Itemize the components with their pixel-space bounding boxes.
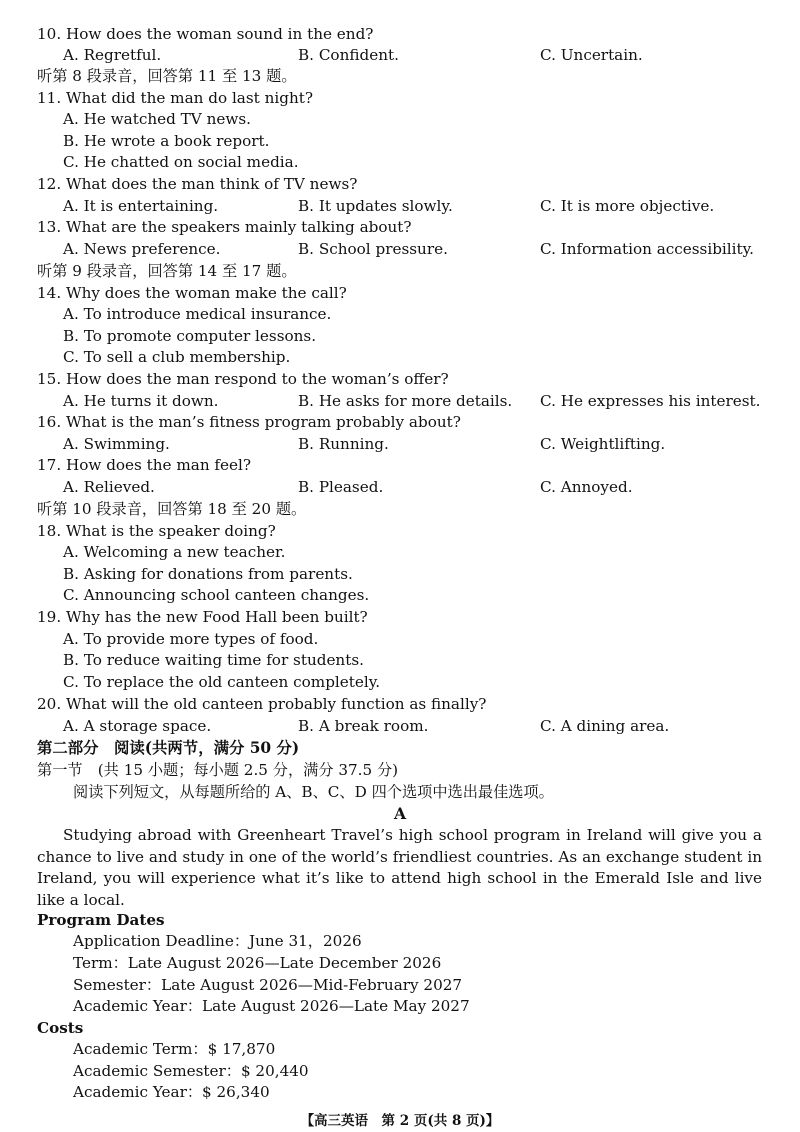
question-15-stem: 15. How does the man respond to the woman’s offer? <box>37 370 449 388</box>
question-11-option-c: C. He chatted on social media. <box>63 153 299 171</box>
question-20-stem: 20. What will the old canteen probably function as finally? <box>37 695 487 713</box>
question-15-option-a: A. He turns it down. <box>63 392 219 410</box>
date-term: Term：Late August 2026—Late December 2026 <box>73 954 442 972</box>
question-12-stem: 12. What does the man think of TV news? <box>37 175 358 193</box>
question-19-option-a: A. To provide more types of food. <box>63 630 319 648</box>
question-13-options <box>0 239 800 261</box>
costs-heading: Costs <box>37 1019 84 1037</box>
question-11-stem: 11. What did the man do last night? <box>37 89 313 107</box>
question-20-option-a: A. A storage space. <box>63 717 212 735</box>
question-13-option-a: A. News preference. <box>63 240 221 258</box>
question-14-stem: 14. Why does the woman make the call? <box>37 284 347 302</box>
question-11-option-a: A. He watched TV news. <box>63 110 251 128</box>
question-20-option-c: C. A dining area. <box>540 717 670 735</box>
question-10-stem: 10. How does the woman sound in the end? <box>37 25 374 43</box>
question-12-option-c: C. It is more objective. <box>540 197 715 215</box>
part-2-title: 第二部分 阅读(共两节，满分 50 分) <box>37 739 300 757</box>
page-footer: 【高三英语 第 2 页(共 8 页)】 <box>300 1113 500 1129</box>
question-15-option-c: C. He expresses his interest. <box>540 392 761 410</box>
question-17-option-a: A. Relieved. <box>63 478 155 496</box>
question-14-option-c: C. To sell a club membership. <box>63 348 291 366</box>
question-13-option-b: B. School pressure. <box>298 240 448 258</box>
part-2-instruction: 阅读下列短文，从每题所给的 A、B、C、D 四个选项中选出最佳选项。 <box>73 783 554 801</box>
question-12-option-a: A. It is entertaining. <box>63 197 219 215</box>
question-15-options <box>0 391 800 413</box>
date-application-deadline: Application Deadline：June 31，2026 <box>73 932 362 950</box>
question-10-option-a: A. Regretful. <box>63 46 162 64</box>
question-20-options <box>0 716 800 738</box>
question-18-option-b: B. Asking for donations from parents. <box>63 565 353 583</box>
cost-academic-term: Academic Term：$ 17,870 <box>73 1040 276 1058</box>
question-17-options <box>0 477 800 499</box>
question-15-option-b: B. He asks for more details. <box>298 392 513 410</box>
program-dates-heading: Program Dates <box>37 911 165 929</box>
question-14-option-b: B. To promote computer lessons. <box>63 327 317 345</box>
question-17-option-b: B. Pleased. <box>298 478 384 496</box>
passage-a-intro: Studying abroad with Greenheart Travel’s high school program in Ireland will give you a chance to live and study in one of the world’s friendliest countries. As an exchange student in Ireland, you will experience what it’s like to attend high school in the Emerald Isle and live like a local. <box>37 826 762 909</box>
section-10-instruction: 听第 10 段录音，回答第 18 至 20 题。 <box>37 500 307 518</box>
question-18-stem: 18. What is the speaker doing? <box>37 522 276 540</box>
question-19-stem: 19. Why has the new Food Hall been built? <box>37 608 368 626</box>
question-10-option-c: C. Uncertain. <box>540 46 643 64</box>
part-2-section-1-title: 第一节 (共 15 小题；每小题 2.5 分，满分 37.5 分) <box>37 761 399 779</box>
question-17-option-c: C. Annoyed. <box>540 478 633 496</box>
date-academic-year: Academic Year：Late August 2026—Late May 2027 <box>73 997 470 1015</box>
question-10-options <box>0 45 800 67</box>
question-14-option-a: A. To introduce medical insurance. <box>63 305 332 323</box>
question-18-option-c: C. Announcing school canteen changes. <box>63 586 370 604</box>
cost-academic-year: Academic Year：$ 26,340 <box>73 1083 270 1101</box>
question-11-option-b: B. He wrote a book report. <box>63 132 270 150</box>
question-19-option-c: C. To replace the old canteen completely. <box>63 673 381 691</box>
question-16-stem: 16. What is the man’s fitness program probably about? <box>37 413 461 431</box>
question-17-stem: 17. How does the man feel? <box>37 456 252 474</box>
question-18-option-a: A. Welcoming a new teacher. <box>63 543 286 561</box>
question-16-option-a: A. Swimming. <box>63 435 170 453</box>
question-12-option-b: B. It updates slowly. <box>298 197 453 215</box>
question-20-option-b: B. A break room. <box>298 717 429 735</box>
question-13-option-c: C. Information accessibility. <box>540 240 754 258</box>
question-16-options <box>0 434 800 456</box>
cost-academic-semester: Academic Semester：$ 20,440 <box>73 1062 309 1080</box>
question-13-stem: 13. What are the speakers mainly talking about? <box>37 218 412 236</box>
passage-a-letter: A <box>393 804 407 823</box>
question-10-option-b: B. Confident. <box>298 46 399 64</box>
date-semester: Semester：Late August 2026—Mid-February 2027 <box>73 976 463 994</box>
question-19-option-b: B. To reduce waiting time for students. <box>63 651 364 669</box>
section-8-instruction: 听第 8 段录音，回答第 11 至 13 题。 <box>37 67 297 85</box>
question-16-option-b: B. Running. <box>298 435 389 453</box>
section-9-instruction: 听第 9 段录音，回答第 14 至 17 题。 <box>37 262 297 280</box>
question-16-option-c: C. Weightlifting. <box>540 435 666 453</box>
question-12-options <box>0 196 800 218</box>
